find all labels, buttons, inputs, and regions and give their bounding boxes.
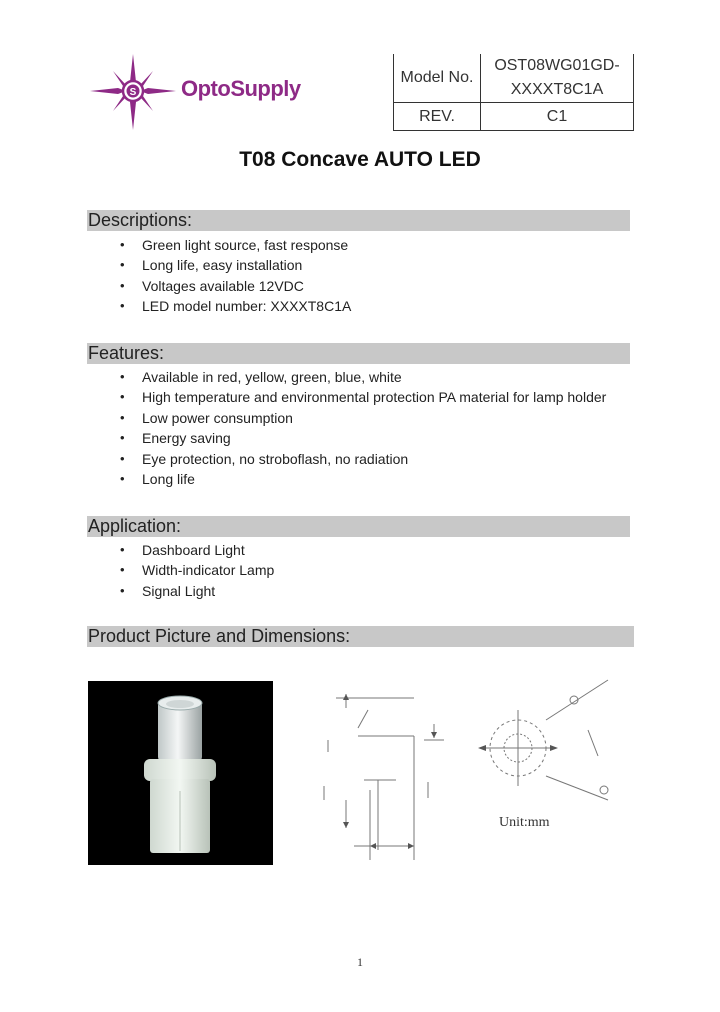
list-item: • High temperature and environmental protection PA material for lamp holder — [120, 387, 606, 407]
application-heading: Application: — [87, 516, 630, 537]
features-list — [120, 367, 606, 489]
list-item: • Dashboard Light — [120, 540, 274, 560]
dimension-drawing — [318, 660, 628, 860]
descriptions-list — [120, 235, 351, 317]
list-item: • Green light source, fast response — [120, 235, 351, 255]
unit-label: Unit:mm — [499, 815, 550, 830]
rev-label: REV. — [394, 103, 481, 131]
model-value-line2: XXXXT8C1A — [510, 81, 604, 98]
descriptions-heading: Descriptions: — [87, 210, 630, 231]
list-item: • Long life, easy installation — [120, 255, 351, 275]
rev-value: C1 — [481, 103, 634, 131]
list-item: • Long life — [120, 469, 606, 489]
model-value-line1: OST08WG01GD- — [494, 57, 620, 74]
list-item: • LED model number: XXXXT8C1A — [120, 296, 351, 316]
product-photo — [88, 681, 273, 865]
model-value — [481, 54, 634, 103]
svg-text:S: S — [129, 87, 137, 98]
document-title: T08 Concave AUTO LED — [239, 148, 481, 171]
dimension-diagram — [318, 660, 628, 860]
led-bulb-image — [88, 681, 273, 865]
list-item: • Eye protection, no stroboflash, no radiation — [120, 449, 606, 469]
model-info-table — [393, 54, 634, 131]
page-number: 1 — [357, 955, 363, 969]
features-heading: Features: — [87, 343, 630, 364]
product-heading: Product Picture and Dimensions: — [87, 626, 634, 647]
application-list — [120, 540, 274, 601]
list-item: • Energy saving — [120, 428, 606, 448]
logo-wordmark: OptoSupply — [181, 76, 301, 101]
list-item: • Signal Light — [120, 581, 274, 601]
company-logo — [88, 52, 338, 132]
list-item: • Available in red, yellow, green, blue, white — [120, 367, 606, 387]
list-item: • Width-indicator Lamp — [120, 560, 274, 580]
compass-star-icon — [88, 52, 178, 132]
list-item: • Voltages available 12VDC — [120, 276, 351, 296]
list-item: • Low power consumption — [120, 408, 606, 428]
model-label: Model No. — [394, 54, 481, 103]
